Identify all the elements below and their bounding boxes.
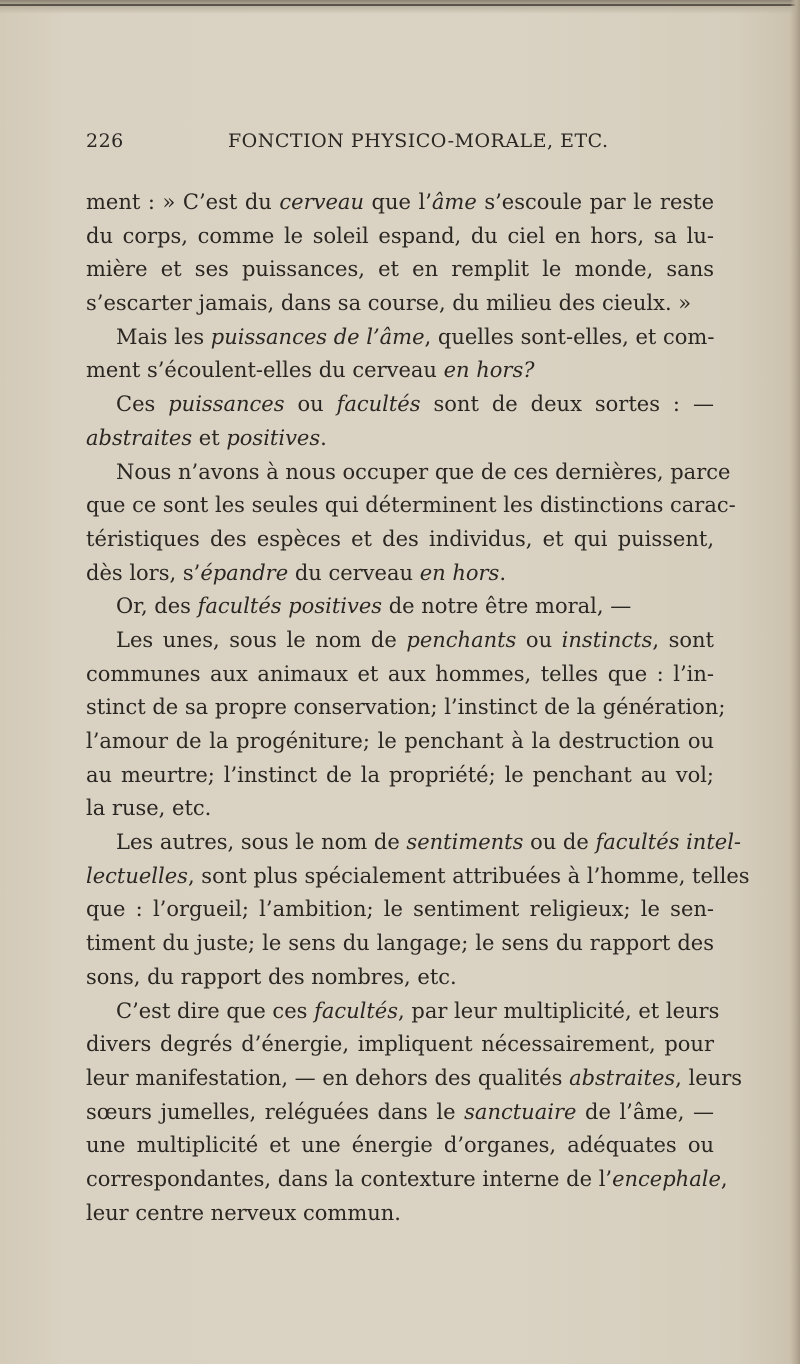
text-run: la ruse, etc. [86, 796, 212, 821]
running-head: FONCTION PHYSICO-MORALE, ETC. [228, 130, 609, 152]
text-line [86, 826, 742, 860]
text-line [86, 927, 714, 961]
text-run: Nous n’avons à nous occuper que de ces dernières, parce [116, 459, 731, 484]
italic-run: en hors [419, 560, 500, 585]
text-run: , par leur multiplicité, et leurs [398, 998, 720, 1023]
italic-run: positives [226, 425, 321, 450]
text-run: au meurtre; l’instinct de la propriété; le penchant au vol; [86, 762, 714, 787]
text-line [86, 1163, 728, 1197]
italic-run: abstraites [569, 1065, 676, 1090]
italic-run: sentiments [406, 830, 524, 855]
text-line [86, 1062, 743, 1096]
text-line [86, 557, 714, 591]
text-line [86, 456, 731, 490]
text-run: téristiques des espèces et des individus, et qui puissent, [86, 526, 714, 551]
text-run: et [192, 425, 227, 450]
italic-run: puissances de l’âme [210, 324, 425, 349]
text-line [86, 893, 714, 927]
text-run: ment s’écoulent-elles du cerveau [86, 358, 444, 383]
text-run: , sont [652, 627, 714, 652]
text-line [86, 388, 714, 422]
page-header [86, 130, 714, 164]
italic-run: puissances [168, 392, 285, 417]
text-run: ou [284, 392, 337, 417]
page-top-edge [0, 4, 800, 6]
text-run: timent du juste; le sens du langage; le sens du rapport des [86, 931, 714, 956]
italic-run: lectuelles [86, 863, 188, 888]
text-line [86, 1129, 714, 1163]
italic-run: épandre [200, 560, 289, 585]
text-run: divers degrés d’énergie, impliquent nécessairement, pour [86, 1032, 714, 1057]
text-line [86, 422, 714, 456]
text-run: sœurs jumelles, reléguées dans le [86, 1099, 465, 1124]
text-run: communes aux animaux et aux hommes, telles que : l’in- [86, 661, 714, 686]
text-run: Les autres, sous le nom de [116, 830, 407, 855]
text-line [86, 961, 714, 995]
text-line [86, 792, 714, 826]
text-line [86, 590, 714, 624]
text-run: mière et ses puissances, et en remplit le monde, sans [86, 257, 714, 282]
text-line [86, 1197, 714, 1231]
text-run: . [499, 560, 507, 585]
text-run: Or, des [116, 594, 198, 619]
text-line [86, 186, 714, 220]
text-line [86, 354, 714, 388]
page-top-shadow [0, 0, 800, 14]
text-run: s’escoule par le reste [476, 190, 715, 214]
italic-run: instincts [561, 627, 653, 652]
text-run: correspondantes, dans la contexture interne de l’ [86, 1166, 613, 1191]
text-line [86, 253, 714, 287]
italic-run: en hors? [443, 358, 535, 383]
text-run: leur centre nerveux commun. [86, 1200, 401, 1225]
italic-run: facultés intel- [595, 830, 742, 855]
page-right-edge [790, 0, 800, 1364]
italic-run: penchants [406, 627, 517, 652]
text-line [86, 1096, 714, 1130]
text-run: une multiplicité et une énergie d’organes, adéquates ou [86, 1133, 714, 1158]
text-line [86, 759, 714, 793]
text-run: stinct de sa propre conservation; l’instinct de la génération; [86, 695, 726, 720]
text-run: sons, du rapport des nombres, etc. [86, 964, 457, 989]
italic-run: facultés [314, 998, 399, 1023]
text-line [86, 658, 714, 692]
text-run: du corps, comme le soleil espand, du ciel en hors, sa lu- [86, 223, 714, 248]
text-run: Les unes, sous le nom de [116, 627, 407, 652]
italic-run: facultés positives [197, 594, 383, 619]
text-line [86, 725, 714, 759]
text-run: , quelles sont-elles, et com- [424, 324, 715, 349]
italic-run: sanctuaire [464, 1099, 577, 1124]
text-run: , [720, 1166, 728, 1191]
text-run: l’amour de la progéniture; le penchant à la destruction ou [86, 729, 714, 753]
text-run: que ce sont les seules qui déterminent les distinctions carac- [86, 493, 736, 518]
text-run: sont de deux sortes : — [420, 392, 714, 417]
text-line [86, 523, 714, 557]
text-run: , leurs [675, 1065, 743, 1090]
text-run: de l’âme, — [576, 1099, 714, 1124]
text-line [86, 691, 726, 725]
text-run: leur manifestation, — en dehors des qualités [86, 1065, 570, 1090]
italic-run: facultés [336, 392, 421, 417]
italic-run: âme [431, 190, 477, 214]
text-line [86, 995, 720, 1029]
italic-run: cerveau [279, 190, 364, 214]
text-run: du cerveau [288, 560, 420, 585]
text-line [86, 321, 714, 355]
text-run: ou de [523, 830, 596, 855]
italic-run: encephale [612, 1166, 721, 1191]
text-run: que : l’orgueil; l’ambition; le sentiment religieux; le sen- [86, 897, 714, 922]
text-run: ou [516, 627, 562, 652]
page-number: 226 [86, 130, 124, 152]
text-run: dès lors, s’ [86, 560, 201, 585]
italic-run: abstraites [86, 425, 193, 450]
text-line [86, 1028, 714, 1062]
body-text [86, 186, 750, 1230]
text-line [86, 287, 714, 321]
text-line [86, 489, 736, 523]
text-run: . [320, 425, 327, 450]
text-run: ment : » C’est du [86, 190, 280, 214]
text-run: Mais les [116, 324, 211, 349]
text-run: s’escarter jamais, dans sa course, du milieu des cieulx. » [86, 291, 692, 316]
text-run: Ces [116, 392, 169, 417]
text-run: C’est dire que ces [116, 998, 315, 1023]
text-run: , sont plus spécialement attribuées à l’homme, telles [187, 863, 750, 888]
text-run: que l’ [363, 190, 432, 214]
text-line [86, 860, 750, 894]
text-line [86, 220, 714, 254]
text-run: de notre être moral, — [382, 594, 632, 619]
text-line [86, 624, 714, 658]
